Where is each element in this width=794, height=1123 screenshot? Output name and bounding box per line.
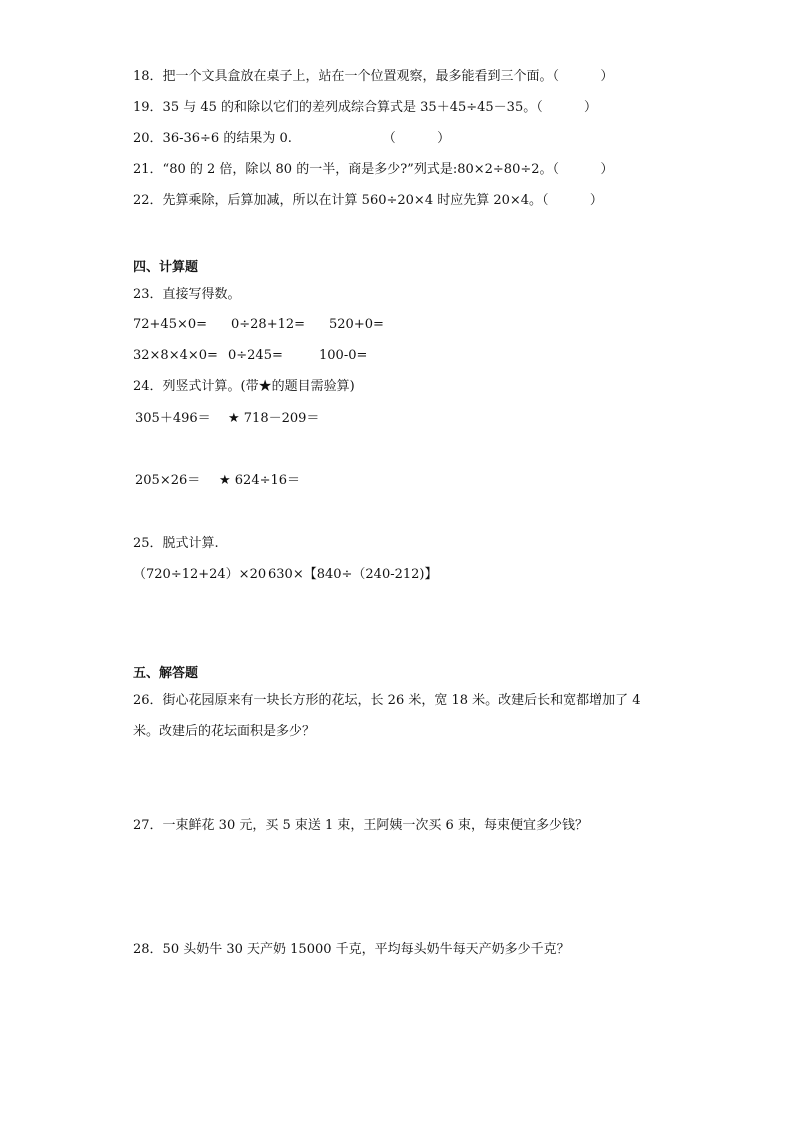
- question-18: 18．把一个文具盒放在桌子上，站在一个位置观察，最多能看到三个面。（ ）: [133, 69, 614, 84]
- question-21: 21．“80 的 2 倍，除以 80 的一半，商是多少?”列式是:80×2÷80÷2。（ ）: [133, 162, 614, 177]
- question-19: 19．35 与 45 的和除以它们的差列成综合算式是 35＋45÷45－35。（ ）: [133, 100, 598, 115]
- mental-math-item: 32×8×4×0=: [133, 348, 218, 363]
- vertical-calc-item: ★ 624÷16＝: [219, 473, 301, 488]
- mental-math-item: 100-0=: [319, 348, 368, 363]
- mental-math-item: 0÷245=: [228, 348, 283, 363]
- question-26-line1: 26．街心花园原来有一块长方形的花坛，长 26 米，宽 18 米。改建后长和宽都增加了 4: [133, 693, 641, 708]
- vertical-calc-item: ★ 718－209＝: [228, 411, 320, 426]
- question-28: 28．50 头奶牛 30 天产奶 15000 千克，平均每头奶牛每天产奶多少千克？: [133, 942, 570, 957]
- question-25-title: 25．脱式计算.: [133, 536, 219, 551]
- vertical-calc-item: 205×26＝: [135, 473, 201, 488]
- question-20: 20．36-36÷6 的结果为 0. （ ）: [133, 131, 451, 146]
- mental-math-item: 520+0=: [329, 317, 384, 332]
- question-24-title: 24．列竖式计算。(带★的题目需验算): [133, 379, 355, 394]
- vertical-calc-item: 305＋496＝: [135, 411, 211, 426]
- mental-math-item: 0÷28+12=: [231, 317, 306, 332]
- question-27: 27．一束鲜花 30 元，买 5 束送 1 束，王阿姨一次买 6 束，每束便宜多少钱？: [133, 818, 588, 833]
- question-23-title: 23．直接写得数。: [133, 287, 241, 302]
- question-26-line2: 米。改建后的花坛面积是多少？: [133, 724, 316, 739]
- section-heading-word-problems: 五、解答题: [133, 666, 199, 681]
- mental-math-item: 72+45×0=: [133, 317, 208, 332]
- step-calc-item: （720÷12+24）×20: [133, 567, 267, 582]
- question-22: 22．先算乘除，后算加减，所以在计算 560÷20×4 时应先算 20×4。（ ）: [133, 193, 603, 208]
- step-calc-item: 630×【840÷（240-212)】: [268, 567, 438, 582]
- section-heading-calculation: 四、计算题: [133, 260, 199, 275]
